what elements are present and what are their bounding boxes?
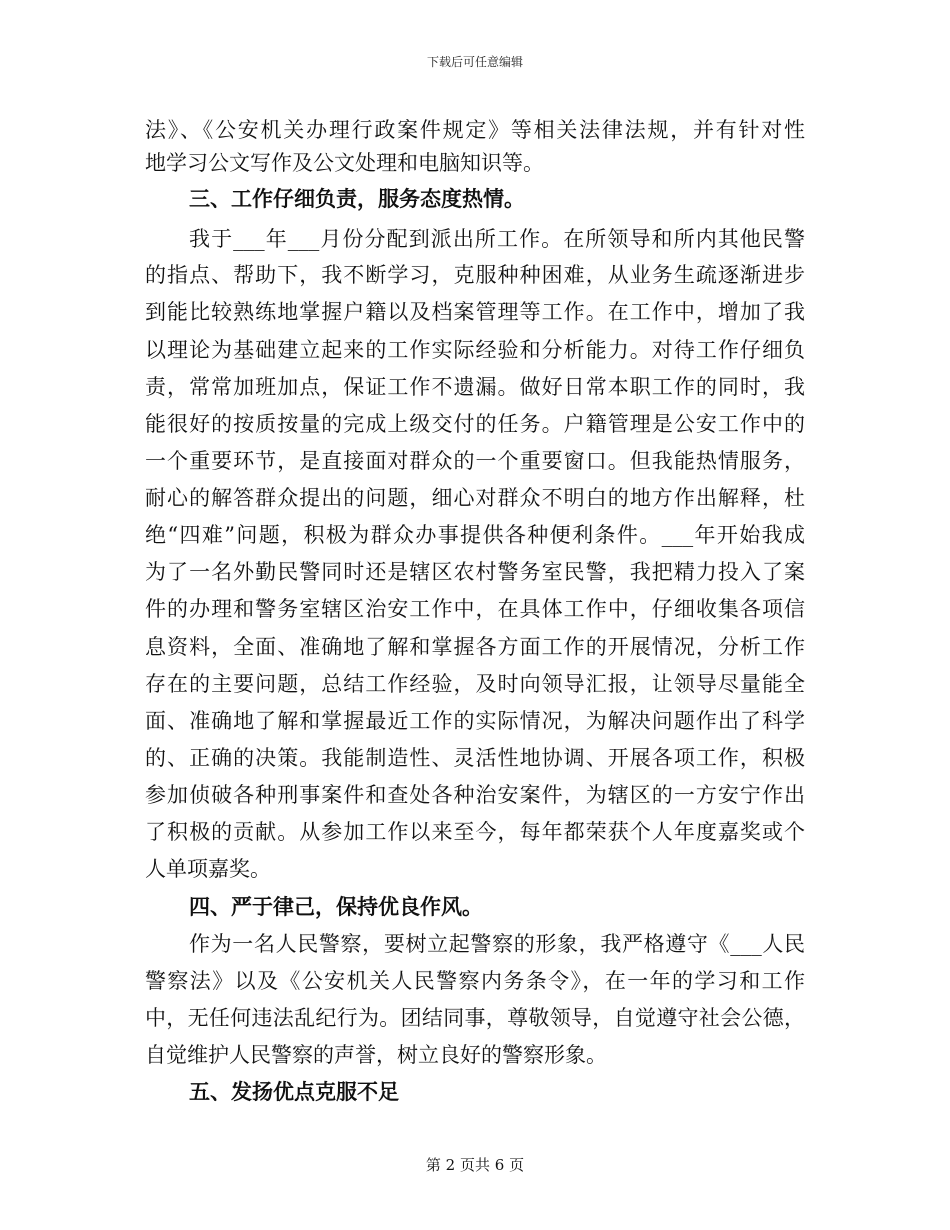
body-text-line: 一个重要环节，是直接面对群众的一个重要窗口。但我能热情服务， bbox=[145, 449, 805, 473]
body-text-line: 中，无任何违法乱纪行为。团结同事，尊敬领导，自觉遵守社会公德， bbox=[145, 1006, 805, 1030]
body-text-line: 地学习公文写作及公文处理和电脑知识等。 bbox=[145, 151, 544, 175]
section-heading: 四、严于律己，保持优良作风。 bbox=[189, 894, 483, 919]
page-header-note: 下载后可任意编辑 bbox=[426, 55, 523, 69]
body-text-line: 法》、《公安机关办理行政案件规定》等相关法律法规，并有针对性 bbox=[145, 118, 805, 142]
body-text-line: 责，常常加班加点，保证工作不遗漏。做好日常本职工作的同时，我 bbox=[145, 375, 805, 399]
body-text-line: 警察法》以及《公安机关人民警察内务条令》，在一年的学习和工作 bbox=[145, 969, 805, 993]
body-text-line: 以理论为基础建立起来的工作实际经验和分析能力。对待工作仔细负 bbox=[145, 338, 805, 362]
body-text-line: 到能比较熟练地掌握户籍以及档案管理等工作。在工作中，增加了我 bbox=[145, 300, 805, 324]
body-text-line: 的、正确的决策。我能制造性、灵活性地协调、开展各项工作，积极 bbox=[145, 746, 805, 770]
body-text-line: 我于___年___月份分配到派出所工作。在所领导和所内其他民警 bbox=[189, 227, 805, 251]
body-text-line: 人单项嘉奖。 bbox=[145, 857, 271, 881]
body-text-line: 了积极的贡献。从参加工作以来至今，每年都荣获个人年度嘉奖或个 bbox=[145, 820, 805, 844]
body-text-line: 息资料，全面、准确地了解和掌握各方面工作的开展情况，分析工作 bbox=[145, 635, 805, 659]
section-heading: 五、发扬优点克服不足 bbox=[189, 1079, 399, 1104]
body-text-line: 的指点、帮助下，我不断学习，克服种种困难，从业务生疏逐渐进步 bbox=[145, 263, 805, 287]
body-text-line: 能很好的按质按量的完成上级交付的任务。户籍管理是公安工作中的 bbox=[145, 412, 805, 436]
body-text-line: 耐心的解答群众提出的问题，细心对群众不明白的地方作出解释，杜 bbox=[145, 486, 805, 510]
body-text-line: 存在的主要问题，总结工作经验，及时向领导汇报，让领导尽量能全 bbox=[145, 672, 805, 696]
body-text-line: 件的办理和警务室辖区治安工作中，在具体工作中，仔细收集各项信 bbox=[145, 597, 805, 621]
body-text-line: 为了一名外勤民警同时还是辖区农村警务室民警，我把精力投入了案 bbox=[145, 560, 805, 584]
page-footer-number: 第 2 页共 6 页 bbox=[425, 1156, 525, 1174]
section-heading: 三、工作仔细负责，服务态度热情。 bbox=[189, 186, 525, 211]
body-text-line: 绝“四难”问题，积极为群众办事提供各种便利条件。___年开始我成 bbox=[145, 523, 805, 547]
body-text-line: 作为一名人民警察，要树立起警察的形象，我严格遵守《___人民 bbox=[189, 932, 805, 956]
body-text-line: 自觉维护人民警察的声誉，树立良好的警察形象。 bbox=[145, 1043, 607, 1067]
body-text-line: 面、准确地了解和掌握最近工作的实际情况，为解决问题作出了科学 bbox=[145, 709, 805, 733]
body-text-line: 参加侦破各种刑事案件和查处各种治安案件，为辖区的一方安宁作出 bbox=[145, 783, 805, 807]
